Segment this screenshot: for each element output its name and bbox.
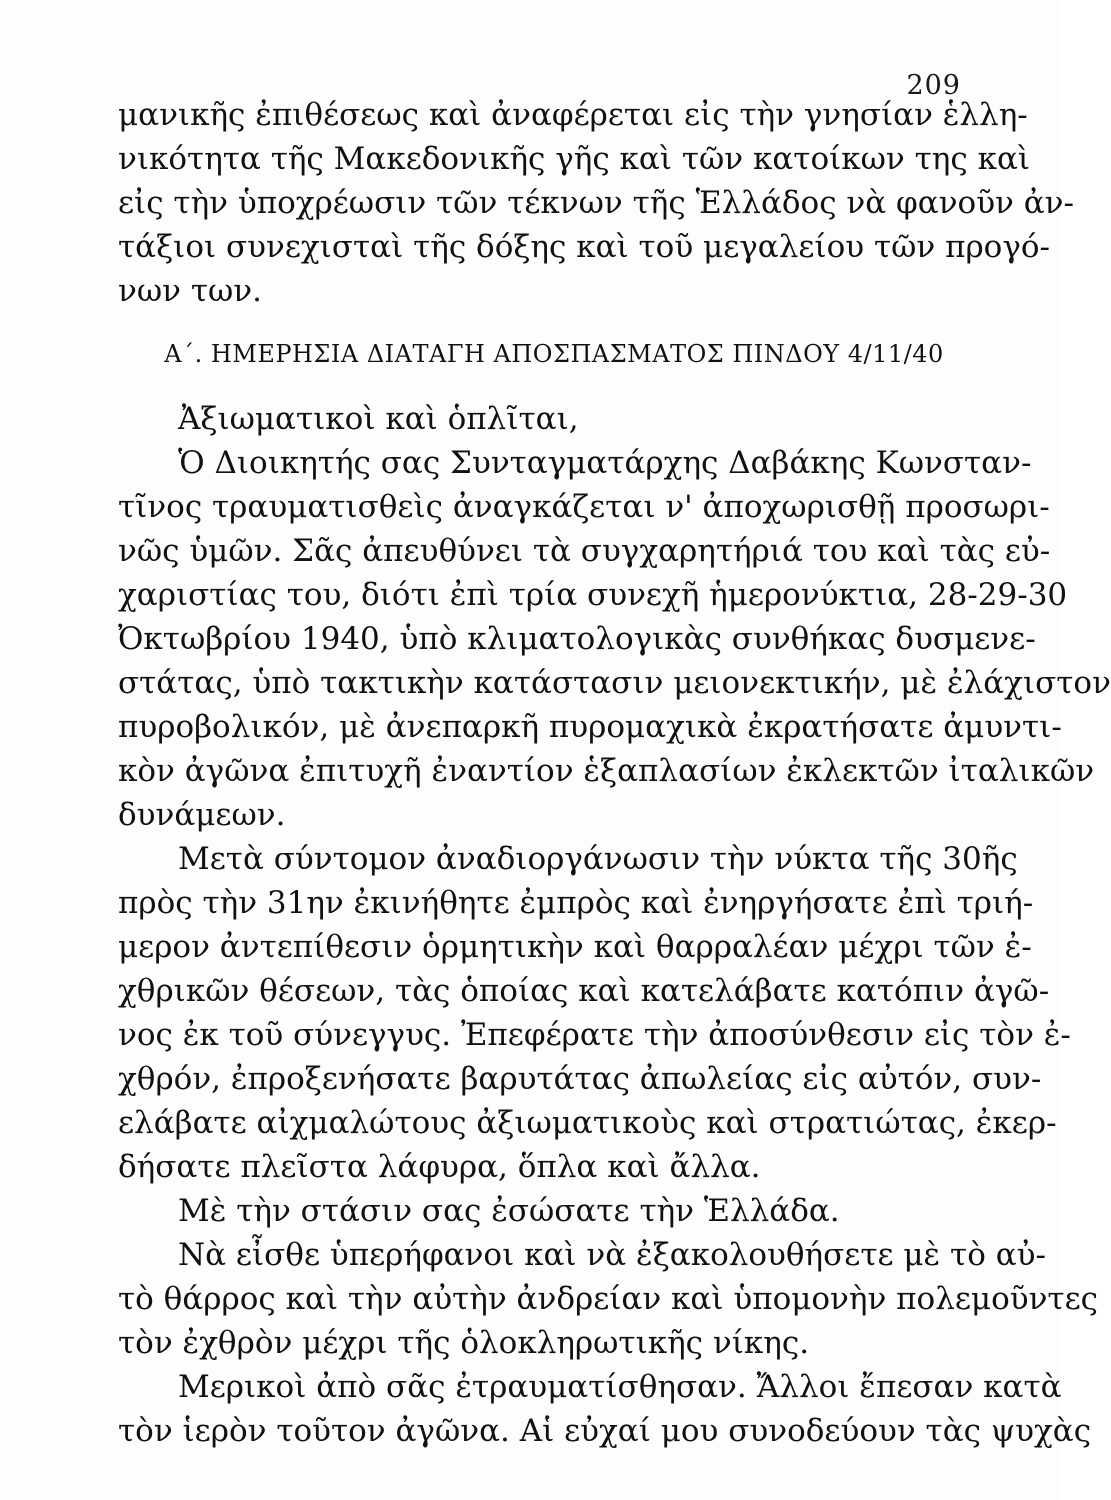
- salutation: Ἀξιωματικοὶ καὶ ὁπλῖται,: [178, 401, 579, 437]
- paragraph-2: [118, 841, 1071, 1185]
- text-line: πυροβολικόν, μὲ ἀνεπαρκῆ πυρομαχικὰ ἐκρατήσατε ἀμυντι-: [118, 709, 1062, 745]
- text-line: τὸν ἐχθρὸν μέχρι τῆς ὁλοκληρωτικῆς νίκης.: [118, 1325, 810, 1361]
- text-line: τὸ θάρρος καὶ τὴν αὐτὴν ἀνδρείαν καὶ ὑπομονὴν πολεμοῦντες: [118, 1281, 1098, 1317]
- text-line: δυνάμεων.: [118, 797, 286, 833]
- text-line: Μερικοὶ ἀπὸ σᾶς ἐτραυματίσθησαν. Ἄλλοι ἔπεσαν κατὰ: [178, 1369, 1062, 1405]
- opening-paragraph: [118, 97, 1075, 309]
- text-line: Μετὰ σύντομον ἀναδιοργάνωσιν τὴν νύκτα τῆς 30ῆς: [178, 841, 1018, 877]
- paragraph-3: [118, 1193, 960, 1229]
- text-line: Ὁ Διοικητής σας Συνταγματάρχης Δαβάκης Κωνσταν-: [178, 445, 1032, 481]
- section-heading: Α΄. ΗΜΕΡΗΣΙΑ ΔΙΑΤΑΓΗ ΑΠΟΣΠΑΣΜΑΤΟΣ ΠΙΝΔΟΥ 4/11/40: [164, 340, 944, 368]
- text-line: δήσατε πλεῖστα λάφυρα, ὅπλα καὶ ἄλλα.: [118, 1149, 761, 1185]
- text-line: κὸν ἀγῶνα ἐπιτυχῆ ἐναντίον ἑξαπλασίων ἐκλεκτῶν ἰταλικῶν: [118, 753, 1095, 789]
- text-line: νῶς ὑμῶν. Σᾶς ἀπευθύνει τὰ συγχαρητήριά του καὶ τὰς εὐ-: [118, 533, 1051, 569]
- text-line: τῖνος τραυματισθεὶς ἀναγκάζεται ν' ἀποχωρισθῇ προσωρι-: [118, 489, 1050, 525]
- text-line: χθρικῶν θέσεων, τὰς ὁποίας καὶ κατελάβατε κατόπιν ἀγῶ-: [118, 973, 1050, 1009]
- text-line: τὸν ἱερὸν τοῦτον ἀγῶνα. Αἱ εὐχαί μου συνοδεύουν τὰς ψυχὰς: [118, 1413, 1092, 1449]
- text-line: Μὲ τὴν στάσιν σας ἐσώσατε τὴν Ἑλλάδα.: [178, 1193, 840, 1229]
- text-line: πρὸς τὴν 31ην ἐκινήθητε ἐμπρὸς καὶ ἐνηργήσατε ἐπὶ τριή-: [118, 885, 1034, 921]
- text-line: Ὀκτωβρίου 1940, ὑπὸ κλιματολογικὰς συνθήκας δυσμενε-: [118, 621, 1036, 657]
- text-line: μανικῆς ἐπιθέσεως καὶ ἀναφέρεται εἰς τὴν γνησίαν ἑλλη-: [118, 97, 1028, 133]
- text-line: τάξιοι συνεχισταὶ τῆς δόξης καὶ τοῦ μεγαλείου τῶν προγό-: [118, 229, 1050, 265]
- text-line: στάτας, ὑπὸ τακτικὴν κατάστασιν μειονεκτικήν, μὲ ἐλάχιστον: [118, 665, 1111, 701]
- page-number: 209: [906, 70, 961, 101]
- text-line: χθρόν, ἐπροξενήσατε βαρυτάτας ἀπωλείας εἰς αὐτόν, συν-: [118, 1061, 1042, 1097]
- paragraph-1: [118, 445, 1111, 833]
- text-line: εἰς τὴν ὑποχρέωσιν τῶν τέκνων τῆς Ἑλλάδος νὰ φανοῦν ἀν-: [118, 185, 1075, 221]
- paragraph-5: [118, 1369, 1092, 1449]
- page-body: [118, 97, 1111, 1460]
- text-line: μερον ἀντεπίθεσιν ὁρμητικὴν καὶ θαρραλέαν μέχρι τῶν ἐ-: [118, 929, 1032, 965]
- text-line: Νὰ εἶσθε ὑπερήφανοι καὶ νὰ ἐξακολουθήσετε μὲ τὸ αὐ-: [178, 1237, 1046, 1273]
- paragraph-4: [118, 1237, 1098, 1361]
- text-line: χαριστίας του, διότι ἐπὶ τρία συνεχῆ ἡμερονύκτια, 28-29-30: [118, 577, 1068, 613]
- text-line: ελάβατε αἰχμαλώτους ἀξιωματικοὺς καὶ στρατιώτας, ἐκερ-: [118, 1105, 1057, 1141]
- text-line: νων των.: [118, 273, 262, 309]
- text-line: νικότητα τῆς Μακεδονικῆς γῆς καὶ τῶν κατοίκων της καὶ: [118, 141, 1031, 177]
- text-line: νος ἐκ τοῦ σύνεγγυς. Ἐπεφέρατε τὴν ἀποσύνθεσιν εἰς τὸν ἐ-: [118, 1017, 1071, 1053]
